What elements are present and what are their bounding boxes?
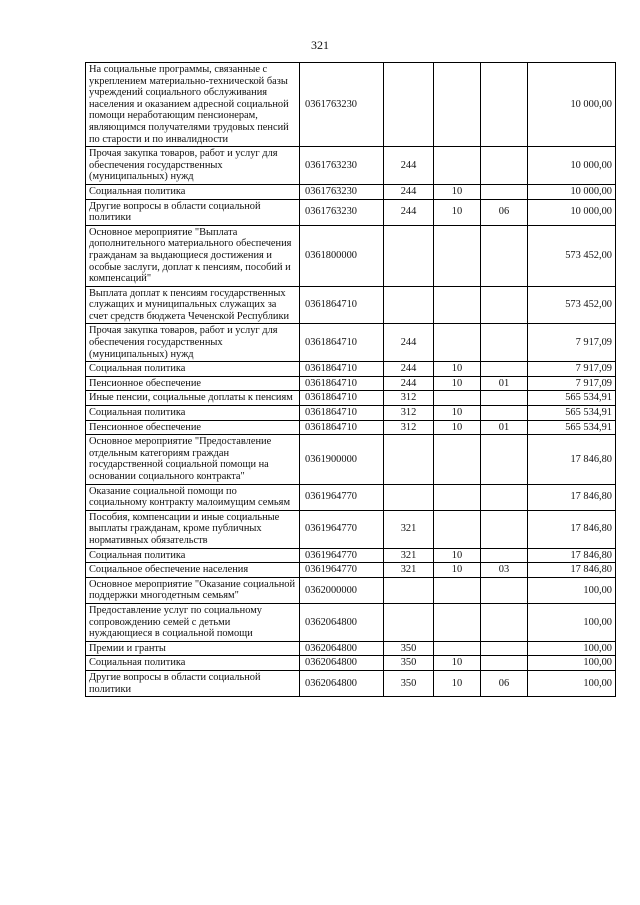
- row-section-cell: [434, 286, 481, 324]
- row-name-cell: На социальные программы, связанные с укреплением материально-технической базы учреждений социального обслуживания населения и оказанием адресной социальной помощи неработающим пенсионерам, являющимся получателями трудовых пенсий по старости и по инвалидности: [86, 63, 300, 147]
- table-row: [86, 548, 616, 563]
- table-row: [86, 63, 616, 147]
- row-code-cell: 0362064800: [300, 603, 384, 641]
- row-amount-cell: 10 000,00: [528, 199, 616, 225]
- row-code-cell: 0361900000: [300, 435, 384, 484]
- row-section-cell: 10: [434, 406, 481, 421]
- row-subsection-cell: [481, 324, 528, 362]
- row-section-cell: [434, 603, 481, 641]
- row-name-cell: Иные пенсии, социальные доплаты к пенсиям: [86, 391, 300, 406]
- row-subsection-cell: [481, 225, 528, 286]
- table-row: [86, 435, 616, 484]
- row-code-cell: 0362064800: [300, 670, 384, 696]
- row-subsection-cell: [481, 548, 528, 563]
- row-name-cell: Социальная политика: [86, 406, 300, 421]
- row-section-cell: [434, 324, 481, 362]
- budget-table-body: [86, 63, 616, 697]
- table-row: [86, 420, 616, 435]
- row-section-cell: 10: [434, 376, 481, 391]
- row-section-cell: [434, 435, 481, 484]
- row-expense-type-cell: 244: [384, 324, 434, 362]
- row-section-cell: [434, 484, 481, 510]
- table-row: [86, 670, 616, 696]
- row-expense-type-cell: [384, 435, 434, 484]
- row-amount-cell: 17 846,80: [528, 563, 616, 578]
- row-expense-type-cell: [384, 225, 434, 286]
- row-expense-type-cell: 244: [384, 362, 434, 377]
- row-amount-cell: 573 452,00: [528, 286, 616, 324]
- row-expense-type-cell: 244: [384, 184, 434, 199]
- row-expense-type-cell: 312: [384, 420, 434, 435]
- row-amount-cell: 17 846,80: [528, 510, 616, 548]
- row-section-cell: 10: [434, 362, 481, 377]
- table-row: [86, 286, 616, 324]
- table-row: [86, 147, 616, 185]
- row-amount-cell: 100,00: [528, 603, 616, 641]
- row-name-cell: Выплата доплат к пенсиям государственных служащих и муниципальных служащих за счет средств бюджета Чеченской Республики: [86, 286, 300, 324]
- row-amount-cell: 7 917,09: [528, 324, 616, 362]
- row-section-cell: [434, 63, 481, 147]
- row-amount-cell: 7 917,09: [528, 376, 616, 391]
- row-expense-type-cell: 312: [384, 391, 434, 406]
- table-row: [86, 406, 616, 421]
- table-row: [86, 324, 616, 362]
- row-code-cell: 0361763230: [300, 199, 384, 225]
- row-subsection-cell: [481, 147, 528, 185]
- row-name-cell: Премии и гранты: [86, 641, 300, 656]
- row-subsection-cell: [481, 362, 528, 377]
- row-section-cell: [434, 147, 481, 185]
- row-subsection-cell: [481, 184, 528, 199]
- row-code-cell: 0361864710: [300, 420, 384, 435]
- table-row: [86, 510, 616, 548]
- row-name-cell: Предоставление услуг по социальному сопровождению семей с детьми нуждающиеся в социальной помощи: [86, 603, 300, 641]
- table-row: [86, 484, 616, 510]
- row-code-cell: 0361864710: [300, 286, 384, 324]
- row-expense-type-cell: 350: [384, 656, 434, 671]
- row-amount-cell: 10 000,00: [528, 63, 616, 147]
- row-name-cell: Основное мероприятие "Выплата дополнительного материального обеспечения гражданам за выдающиеся достижения и особые заслуги, доплат к пенсиям, пособий и компенсаций": [86, 225, 300, 286]
- row-subsection-cell: 03: [481, 563, 528, 578]
- row-amount-cell: 17 846,80: [528, 548, 616, 563]
- row-amount-cell: 100,00: [528, 656, 616, 671]
- table-row: [86, 656, 616, 671]
- row-amount-cell: 565 534,91: [528, 420, 616, 435]
- row-name-cell: Пенсионное обеспечение: [86, 376, 300, 391]
- row-expense-type-cell: 244: [384, 147, 434, 185]
- row-expense-type-cell: [384, 63, 434, 147]
- row-section-cell: 10: [434, 656, 481, 671]
- row-expense-type-cell: [384, 603, 434, 641]
- row-expense-type-cell: 244: [384, 376, 434, 391]
- row-expense-type-cell: [384, 484, 434, 510]
- row-subsection-cell: [481, 63, 528, 147]
- row-amount-cell: 10 000,00: [528, 184, 616, 199]
- row-expense-type-cell: 350: [384, 670, 434, 696]
- table-row: [86, 603, 616, 641]
- row-subsection-cell: [481, 577, 528, 603]
- row-name-cell: Социальное обеспечение населения: [86, 563, 300, 578]
- row-section-cell: 10: [434, 420, 481, 435]
- row-code-cell: 0361964770: [300, 484, 384, 510]
- row-expense-type-cell: 350: [384, 641, 434, 656]
- row-subsection-cell: [481, 484, 528, 510]
- row-code-cell: 0362064800: [300, 656, 384, 671]
- table-row: [86, 199, 616, 225]
- row-name-cell: Социальная политика: [86, 184, 300, 199]
- row-subsection-cell: [481, 286, 528, 324]
- row-amount-cell: 100,00: [528, 577, 616, 603]
- row-code-cell: 0362064800: [300, 641, 384, 656]
- row-subsection-cell: [481, 435, 528, 484]
- row-name-cell: Пособия, компенсации и иные социальные выплаты гражданам, кроме публичных нормативных обязательств: [86, 510, 300, 548]
- row-section-cell: 10: [434, 670, 481, 696]
- row-code-cell: 0361964770: [300, 563, 384, 578]
- row-amount-cell: 17 846,80: [528, 435, 616, 484]
- row-expense-type-cell: 321: [384, 510, 434, 548]
- row-section-cell: 10: [434, 184, 481, 199]
- row-code-cell: 0361763230: [300, 147, 384, 185]
- row-code-cell: 0361864710: [300, 391, 384, 406]
- table-row: [86, 225, 616, 286]
- table-row: [86, 391, 616, 406]
- row-section-cell: 10: [434, 563, 481, 578]
- row-code-cell: 0361864710: [300, 406, 384, 421]
- row-name-cell: Основное мероприятие "Оказание социальной поддержки многодетным семьям": [86, 577, 300, 603]
- row-subsection-cell: [481, 510, 528, 548]
- row-amount-cell: 100,00: [528, 670, 616, 696]
- row-name-cell: Оказание социальной помощи по социальному контракту малоимущим семьям: [86, 484, 300, 510]
- row-subsection-cell: [481, 641, 528, 656]
- row-section-cell: 10: [434, 199, 481, 225]
- row-expense-type-cell: [384, 286, 434, 324]
- row-subsection-cell: [481, 406, 528, 421]
- row-section-cell: [434, 510, 481, 548]
- row-amount-cell: 17 846,80: [528, 484, 616, 510]
- page-number: 321: [311, 38, 329, 52]
- row-code-cell: 0361964770: [300, 548, 384, 563]
- row-section-cell: [434, 641, 481, 656]
- row-name-cell: Другие вопросы в области социальной политики: [86, 199, 300, 225]
- row-expense-type-cell: [384, 577, 434, 603]
- row-amount-cell: 100,00: [528, 641, 616, 656]
- row-subsection-cell: [481, 603, 528, 641]
- table-row: [86, 641, 616, 656]
- row-subsection-cell: 01: [481, 420, 528, 435]
- row-amount-cell: 573 452,00: [528, 225, 616, 286]
- budget-table: [85, 62, 616, 697]
- row-expense-type-cell: 244: [384, 199, 434, 225]
- row-code-cell: 0361864710: [300, 376, 384, 391]
- row-section-cell: 10: [434, 548, 481, 563]
- row-amount-cell: 7 917,09: [528, 362, 616, 377]
- table-row: [86, 577, 616, 603]
- row-subsection-cell: 06: [481, 199, 528, 225]
- row-amount-cell: 565 534,91: [528, 391, 616, 406]
- table-row: [86, 184, 616, 199]
- row-code-cell: 0361800000: [300, 225, 384, 286]
- row-name-cell: Другие вопросы в области социальной политики: [86, 670, 300, 696]
- row-expense-type-cell: 321: [384, 548, 434, 563]
- row-subsection-cell: 01: [481, 376, 528, 391]
- row-code-cell: 0362000000: [300, 577, 384, 603]
- row-name-cell: Социальная политика: [86, 656, 300, 671]
- row-code-cell: 0361864710: [300, 324, 384, 362]
- table-row: [86, 376, 616, 391]
- row-subsection-cell: [481, 656, 528, 671]
- row-name-cell: Социальная политика: [86, 548, 300, 563]
- row-name-cell: Прочая закупка товаров, работ и услуг для обеспечения государственных (муниципальных) нужд: [86, 324, 300, 362]
- row-code-cell: 0361964770: [300, 510, 384, 548]
- row-amount-cell: 10 000,00: [528, 147, 616, 185]
- row-section-cell: [434, 577, 481, 603]
- row-name-cell: Пенсионное обеспечение: [86, 420, 300, 435]
- row-name-cell: Социальная политика: [86, 362, 300, 377]
- row-expense-type-cell: 312: [384, 406, 434, 421]
- row-section-cell: [434, 225, 481, 286]
- row-code-cell: 0361864710: [300, 362, 384, 377]
- row-amount-cell: 565 534,91: [528, 406, 616, 421]
- row-section-cell: [434, 391, 481, 406]
- row-name-cell: Основное мероприятие "Предоставление отдельным категориям граждан государственной социальной помощи на основании социального контракта": [86, 435, 300, 484]
- row-code-cell: 0361763230: [300, 184, 384, 199]
- row-code-cell: 0361763230: [300, 63, 384, 147]
- row-expense-type-cell: 321: [384, 563, 434, 578]
- row-name-cell: Прочая закупка товаров, работ и услуг для обеспечения государственных (муниципальных) нужд: [86, 147, 300, 185]
- table-row: [86, 563, 616, 578]
- row-subsection-cell: [481, 391, 528, 406]
- row-subsection-cell: 06: [481, 670, 528, 696]
- table-row: [86, 362, 616, 377]
